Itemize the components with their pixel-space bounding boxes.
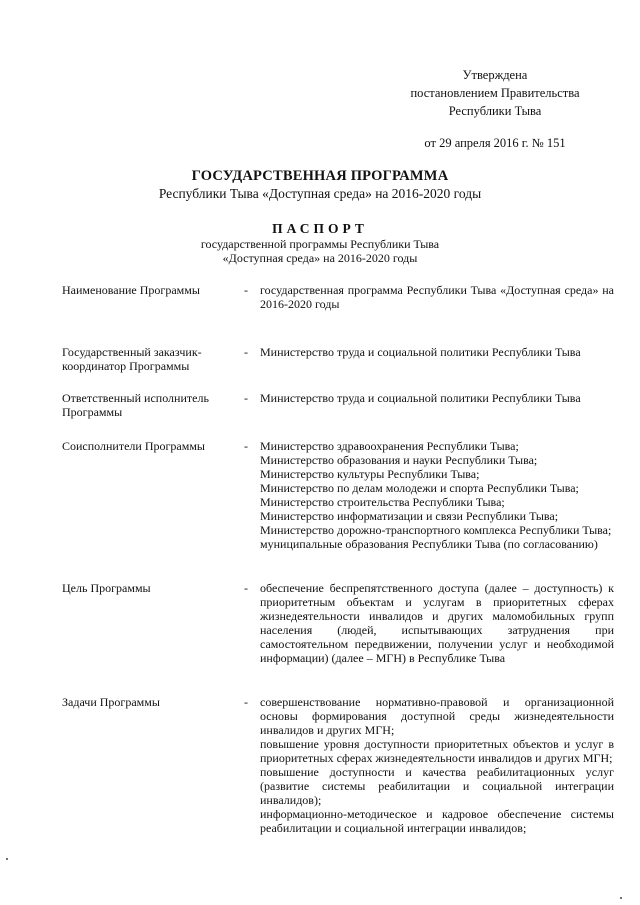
value-line: совершенствование нормативно-правовой и организационной основы формирования доступной среды жизнедеятельности инвалидов и других МГН; <box>260 695 614 737</box>
passport-row-customer <box>62 345 614 373</box>
value-line: Министерство труда и социальной политики Республики Тыва <box>260 391 581 405</box>
row-label: Цель Программы <box>62 581 151 595</box>
value-line: Министерство по делам молодежи и спорта Республики Тыва; <box>260 481 579 495</box>
row-label: Государственный заказчик-координатор Программы <box>62 345 202 373</box>
value-line: повышение доступности и качества реабилитационных услуг (развитие системы реабилитации и социальной интеграции инвалидов); <box>260 765 614 807</box>
scan-speck <box>620 897 622 899</box>
value-line: Министерство строительства Республики Тыва; <box>260 495 505 509</box>
program-subtitle: Республики Тыва «Доступная среда» на 2016-2020 годы <box>158 186 482 201</box>
passport-row-goal <box>62 581 614 665</box>
passport-row-name <box>62 283 614 311</box>
value-line: Министерство образования и науки Республики Тыва; <box>260 453 538 467</box>
passport-row-coexecutors <box>62 439 614 551</box>
row-label: Задачи Программы <box>62 695 160 709</box>
value-line: повышение уровня доступности приоритетных объектов и услуг в приоритетных сферах жизнедеятельности инвалидов и других МГН; <box>260 737 614 765</box>
passport-table <box>62 283 614 835</box>
scan-speck <box>6 858 8 860</box>
approval-line-3: Республики Тыва <box>448 104 542 118</box>
row-dash: - <box>244 581 248 595</box>
value-line: Министерство информатизации и связи Республики Тыва; <box>260 509 559 523</box>
approval-block <box>380 66 610 152</box>
row-value <box>260 439 614 551</box>
passport-row-executor <box>62 391 614 419</box>
row-dash: - <box>244 391 248 405</box>
passport-heading <box>0 220 640 265</box>
approval-line-2: постановлением Правительства <box>410 86 580 100</box>
value-line: государственная программа Республики Тыва «Доступная среда» на 2016-2020 годы <box>260 283 614 311</box>
value-line: Министерство труда и социальной политики Республики Тыва <box>260 345 581 359</box>
row-dash: - <box>244 695 248 709</box>
approval-date: от 29 апреля 2016 г. № 151 <box>424 136 566 150</box>
row-label: Соисполнители Программы <box>62 439 205 453</box>
row-value <box>260 695 614 835</box>
program-heading <box>0 167 640 203</box>
value-line: обеспечение беспрепятственного доступа (далее – доступность) к приоритетным объектам и услугам в приоритетных сферах жизнедеятельности инвалидов и других маломобильных групп населения (людей, испытывающих затруднения при самостоятельном передвижении, получении услуг и необходимой информации) (далее – МГН) в Республике Тыва <box>260 581 614 665</box>
row-value <box>260 391 614 419</box>
value-line: информационно-методическое и кадровое обеспечение системы реабилитации и социальной интеграции инвалидов; <box>260 807 614 835</box>
value-line: Министерство культуры Республики Тыва; <box>260 467 480 481</box>
row-value <box>260 581 614 665</box>
approval-line-1: Утверждена <box>462 68 528 82</box>
value-line: Министерство здравоохранения Республики Тыва; <box>260 439 519 453</box>
row-dash: - <box>244 439 248 453</box>
row-dash: - <box>244 345 248 359</box>
passport-subtitle-1: государственной программы Республики Тыва <box>200 237 440 251</box>
row-value <box>260 283 614 311</box>
passport-subtitle-2: «Доступная среда» на 2016-2020 годы <box>222 251 418 265</box>
value-line: Министерство дорожно-транспортного комплекса Республики Тыва; <box>260 523 612 537</box>
row-value <box>260 345 614 373</box>
passport-title: ПАСПОРТ <box>272 221 368 236</box>
row-dash: - <box>244 283 248 297</box>
row-label: Наименование Программы <box>62 283 200 297</box>
row-label: Ответственный исполнитель Программы <box>62 391 209 419</box>
passport-row-tasks <box>62 695 614 835</box>
value-line: муниципальные образования Республики Тыва (по согласованию) <box>260 537 598 551</box>
program-title: ГОСУДАРСТВЕННАЯ ПРОГРАММА <box>191 168 449 184</box>
